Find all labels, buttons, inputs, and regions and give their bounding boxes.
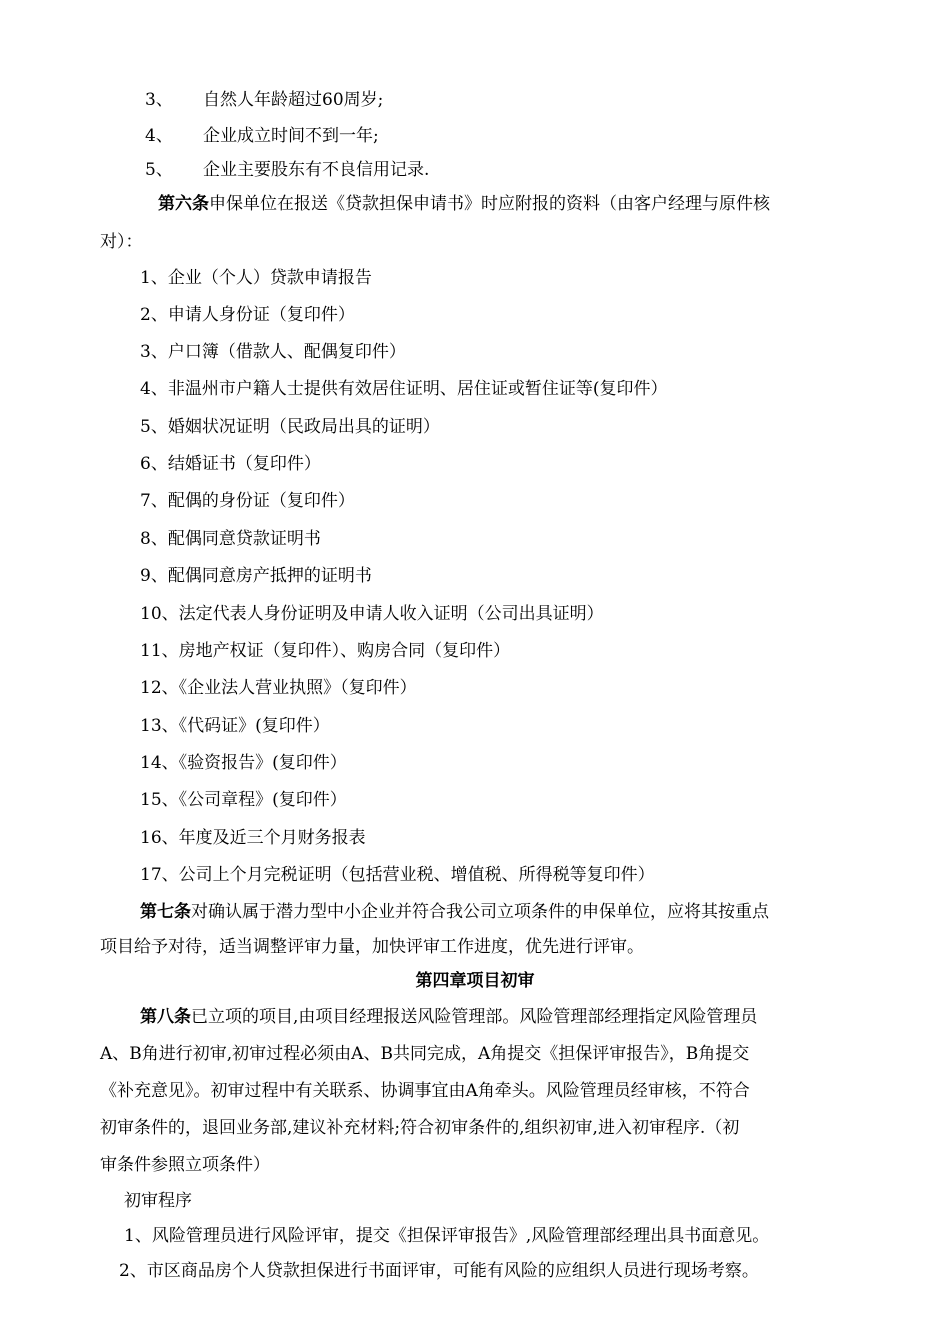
list-number: 4、: [145, 126, 173, 146]
article-8-label: 第八条: [140, 1007, 191, 1027]
list-item-text: 企业成立时间不到一年;: [203, 126, 379, 146]
material-item: 14、《验资报告》(复印件）: [140, 753, 347, 773]
material-item: 7、配偶的身份证（复印件）: [140, 491, 355, 511]
material-item: 2、申请人身份证（复印件）: [140, 305, 355, 325]
article-8-line-1: [140, 1006, 757, 1028]
article-8-line-5: 审条件参照立项条件）: [100, 1155, 270, 1175]
article-8-line-4: 初审条件的，退回业务部,建议补充材料;符合初审条件的,组织初审,进入初审程序.（初: [100, 1118, 740, 1138]
procedure-step: 1、风险管理员进行风险评审，提交《担保评审报告》,风险管理部经理出具书面意见。: [124, 1226, 770, 1246]
material-item: 16、年度及近三个月财务报表: [140, 828, 366, 848]
material-item: 9、配偶同意房产抵押的证明书: [140, 566, 372, 586]
list-number: 3、: [145, 90, 173, 110]
material-item: 10、法定代表人身份证明及申请人收入证明（公司出具证明）: [140, 604, 604, 624]
procedure-step: 2、市区商品房个人贷款担保进行书面评审，可能有风险的应组织人员进行现场考察。: [119, 1261, 759, 1281]
article-8-text: 已立项的项目,由项目经理报送风险管理部。风险管理部经理指定风险管理员: [191, 1007, 758, 1027]
article-8-line-3: 《补充意见》。初审过程中有关联系、协调事宜由A角牵头。风险管理员经审核，不符合: [100, 1081, 750, 1101]
article-7-label: 第七条: [140, 902, 191, 922]
material-item: 12、《企业法人营业执照》（复印件）: [140, 678, 417, 698]
list-item-text: 自然人年龄超过60周岁;: [203, 90, 384, 110]
article-7-line-1: [140, 901, 769, 923]
material-item: 5、婚姻状况证明（民政局出具的证明）: [140, 417, 440, 437]
list-number: 5、: [145, 160, 173, 180]
article-8-line-2: A、B角进行初审,初审过程必须由A、B共同完成，A角提交《担保评审报告》，B角提交: [100, 1044, 750, 1064]
chapter-heading: 第四章项目初审: [415, 971, 535, 991]
material-item: 17、公司上个月完税证明（包括营业税、增值税、所得税等复印件）: [140, 865, 655, 885]
article-6-line-2: 对）：: [100, 232, 143, 252]
material-item: 11、房地产权证（复印件）、购房合同（复印件）: [140, 641, 511, 661]
article-6-line-1: [158, 193, 770, 215]
list-item-text: 企业主要股东有不良信用记录.: [203, 160, 430, 180]
material-item: 13、《代码证》(复印件）: [140, 716, 330, 736]
material-item: 6、结婚证书（复印件）: [140, 454, 321, 474]
material-item: 1、企业（个人）贷款申请报告: [140, 268, 372, 288]
procedure-title: 初审程序: [124, 1191, 192, 1211]
article-7-text: 对确认属于潜力型中小企业并符合我公司立项条件的申保单位，应将其按重点: [191, 902, 769, 922]
material-item: 3、户口簿（借款人、配偶复印件）: [140, 342, 406, 362]
material-item: 15、《公司章程》(复印件）: [140, 790, 347, 810]
article-7-line-2: 项目给予对待，适当调整评审力量，加快评审工作进度，优先进行评审。: [100, 937, 644, 957]
article-6-text: 申保单位在报送《贷款担保申请书》时应附报的资料（由客户经理与原件核: [209, 194, 770, 214]
article-6-label: 第六条: [158, 194, 209, 214]
material-item: 4、非温州市户籍人士提供有效居住证明、居住证或暂住证等(复印件）: [140, 379, 668, 399]
material-item: 8、配偶同意贷款证明书: [140, 529, 321, 549]
